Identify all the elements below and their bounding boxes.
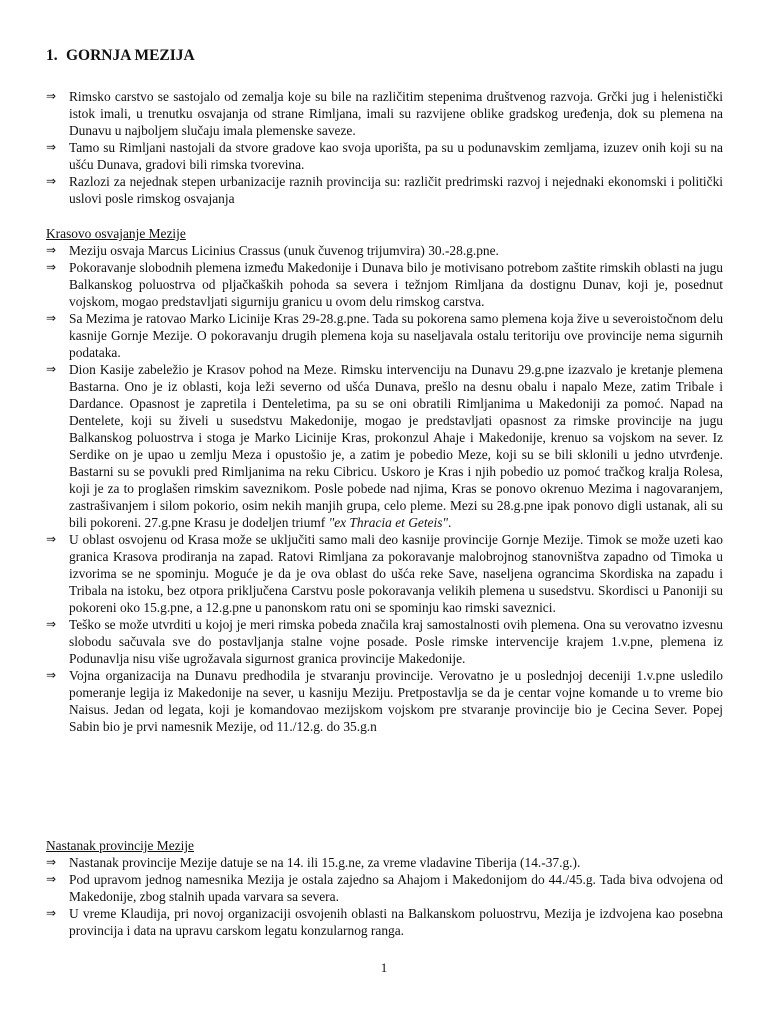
arrow-icon: ⇒ xyxy=(46,311,57,325)
paragraph: Pokoravanje slobodnih plemena između Makedonije i Dunava bilo je motivisano potrebom zaštite rimskih oblasti na jugu Balkanskog poluostrva od pljačkaških pohoda sa severa i težnjom Rimljana da dostignu Dunav, koji je, posednut vojskom, mogao predstavljati sigurniju granicu u ovom delu rimskog carstva. xyxy=(69,260,723,309)
list-item xyxy=(46,667,723,735)
arrow-icon: ⇒ xyxy=(46,89,57,103)
list-item xyxy=(46,88,723,139)
arrow-icon: ⇒ xyxy=(46,855,57,869)
paragraph: Meziju osvaja Marcus Licinius Crassus (unuk čuvenog trijumvira) 30.-28.g.pne. xyxy=(69,243,499,258)
arrow-icon: ⇒ xyxy=(46,243,57,257)
paragraph: Razlozi za nejednak stepen urbanizacije raznih provincija su: različit predrimski razvoj i nejednaki ekonomski i politički uslovi posle rimskog osvajanja xyxy=(69,174,723,206)
section2-list xyxy=(46,854,723,939)
heading-title: GORNJA MEZIJA xyxy=(66,47,195,64)
paragraph: Teško se može utvrditi u kojoj je meri rimska pobeda značila kraj samostalnosti ovih plemena. Ona su verovatno izvesnu slobodu sačuvala sve do postavljanja stalne vojne posade. Posle rimske intervencije krajem 1.v.pne, plemena iz Podunavlja nisu više ugrožavala sigurnost granica provincije Makedonije. xyxy=(69,617,723,666)
list-item xyxy=(46,854,723,871)
paragraph: Vojna organizacija na Dunavu predhodila je stvaranju provincije. Verovatno je u poslednjoj deceniji 1.v.pne usledilo pomeranje legija iz Makedonije na sever, u kasniju Meziju. Pretpostavlja se da je centar vojne komande u to vreme bio Naisus. Jedan od legata, koji je komandovao mezijskom vojskom pre stvaranje provincije bio je Cecina Sever. Popej Sabin bio je prvi namesnik Mezije, od 11./12.g. do 35.g.n xyxy=(69,668,723,734)
paragraph: Pod upravom jednog namesnika Mezija je ostala zajedno sa Ahajom i Makedonijom do 44./45.g. Tada biva odvojena od Makedonije, zbog stalnih upada varvara sa severa. xyxy=(69,872,723,904)
section1-list xyxy=(46,242,723,735)
arrow-icon: ⇒ xyxy=(46,362,57,376)
paragraph: Rimsko carstvo se sastojalo od zemalja koje su bile na različitim stepenima društvenog razvoja. Grčki jug i helenistički istok imali, u trenutku osvajanja od strane Rimljana, imali su razvijene oblike gradskog uređenja, dok su plemena na Dunavu u najboljem slučaju imala plemenske saveze. xyxy=(69,89,723,138)
subsection-title: Krasovo osvajanje Mezije xyxy=(46,226,186,241)
arrow-icon: ⇒ xyxy=(46,140,57,154)
list-item xyxy=(46,905,723,939)
triumph-quote: "ex Thracia et Geteis" xyxy=(328,515,449,530)
paragraph: Sa Mezima je ratovao Marko Licinije Kras 29-28.g.pne. Tada su pokorena samo plemena koja žive u severoistočnom delu kasnije Gornje Mezije. O pokoravanju drugih plemena koja su naseljavala ostalu teritoriju ove provincije nema sigurnih podataka. xyxy=(69,311,724,360)
arrow-icon: ⇒ xyxy=(46,532,57,546)
section-heading xyxy=(46,46,723,66)
arrow-icon: ⇒ xyxy=(46,872,57,886)
paragraph: U vreme Klaudija, pri novoj organizaciji osvojenih oblasti na Balkanskom poluostrvu, Mezija je izdvojena kao posebna provincija i data na upravu carskom legatu konzularnog ranga. xyxy=(69,906,723,938)
list-item xyxy=(46,531,723,616)
list-item xyxy=(46,616,723,667)
subsection-title: Nastanak provincije Mezije xyxy=(46,838,194,853)
paragraph: Tamo su Rimljani nastojali da stvore gradove kao svoja uporišta, pa su u podunavskim zemljama, izuzev onih koji su na ušću Dunava, gradovi bili rimska tvorevina. xyxy=(69,140,723,172)
intro-list xyxy=(46,88,723,207)
list-item xyxy=(46,259,723,310)
paragraph: U oblast osvojenu od Krasa može se uključiti samo mali deo kasnije provincije Gornje Mezije. Timok se može uzeti kao granica Krasova prodiranja na zapad. Ratovi Rimljana za pokoravanje malobrojnog stanovništva zapadno od Timoka u izvorima se ne spominju. Moguće je da je ova oblast do ušća reke Save, naseljena ograncima Skordiska na zapadu i Tribala na istoku, bez otpora priključena Carstvu posle pokoravanja velikih plemena u susedstvu. Skordisci u Panoniji su pokoreni oko 15.g.pne, a 12.g.pne u panonskom ratu oni se spominju kao rimski saveznici. xyxy=(69,532,723,615)
list-item xyxy=(46,242,723,259)
arrow-icon: ⇒ xyxy=(46,906,57,920)
list-item xyxy=(46,173,723,207)
paragraph: Nastanak provincije Mezije datuje se na 14. ili 15.g.ne, za vreme vladavine Tiberija (14.-37.g.). xyxy=(69,855,581,870)
list-item xyxy=(46,310,723,361)
paragraph-text: Dion Kasije zabeležio je Krasov pohod na Meze. Rimsku intervenciju na Dunavu 29.g.pne izazvalo je kretanje plemena Bastarna. Ono je iz oblasti, koja leži severno od ušća Dunava, prešlo na desnu obalu i napalo Meze, zatim Tribale i Dardance. Opasnost je zapretila i Denteletima, pa su se oni obratili Rimljanima u Makedoniji za pomoć. Napad na Dentelete, koji su živeli u susedstvu Makedonije, mogao je predstavljati opasnost za rimske provincije na jugu Balkanskog poluostrva i stoga je Marko Licinije Kras, prokonzul Ahaje i Makedonije, krenuo sa vojskom na sever. Iz Serdike on je upao u zemlju Meza i opustošio je, a zatim je pobedio Meze, koji su se bili sklonili u jedno utvrđenje. Bastarni su se povukli pred Rimljanima na reku Cibricu. Uskoro je Kras i njih pobedio uz pomoć tračkog kralja Rolesa, koji je za to proglašen rimskim saveznikom. Posle pobede nad njima, Kras se ponovo okrenuo Mezima i nagovaranjem, zastrašivanjem i silom pokorio, osim nekih manjih grupa, celo pleme. Mezi su 28.g.pne ipak ponovo digli ustanak, ali su bili pokoreni. 27.g.pne Krasu je dodeljen triumf xyxy=(69,362,723,530)
list-item xyxy=(46,361,723,531)
heading-number: 1. xyxy=(46,47,58,64)
blank-space xyxy=(46,735,723,837)
paragraph xyxy=(69,361,723,531)
arrow-icon: ⇒ xyxy=(46,617,57,631)
page-number: 1 xyxy=(380,960,388,975)
paragraph-end: . xyxy=(448,515,452,530)
arrow-icon: ⇒ xyxy=(46,174,57,188)
arrow-icon: ⇒ xyxy=(46,260,57,274)
list-item xyxy=(46,871,723,905)
document-page xyxy=(46,46,723,939)
arrow-icon: ⇒ xyxy=(46,668,57,682)
list-item xyxy=(46,139,723,173)
